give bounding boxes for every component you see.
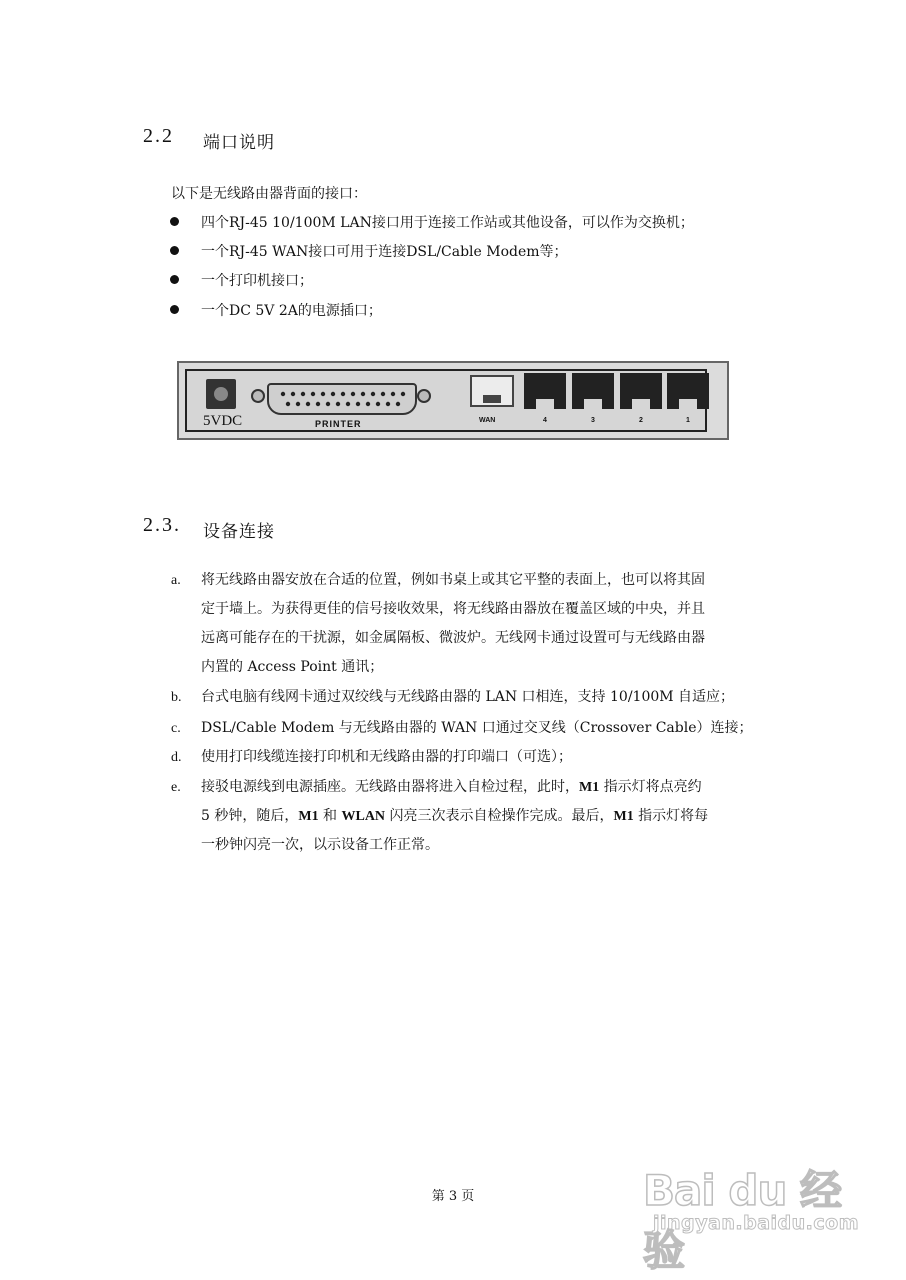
lan-port-1-icon	[667, 373, 709, 409]
printer-port-pins	[269, 385, 415, 413]
lan-port-3-icon	[572, 373, 614, 409]
item-a-line: 将无线路由器安放在合适的位置，例如书桌上或其它平整的表面上，也可以将其固	[201, 572, 705, 588]
watermark-brand: Bai du 经验	[643, 1166, 841, 1275]
watermark-url: jingyan.baidu.com	[653, 1212, 859, 1234]
item-b-text: 台式电脑有线网卡通过双绞线与无线路由器的 LAN 口相连，支持 10/100M 自适应；	[201, 689, 735, 705]
item-a-line: 内置的 Access Point 通讯；	[201, 659, 384, 675]
bullet-item: 四个RJ-45 10/100M LAN接口用于连接工作站或其他设备，可以作为交换机；	[201, 215, 694, 231]
bullet-item: 一个打印机接口；	[201, 273, 313, 289]
section-number: 2.3.	[143, 514, 181, 536]
item-e-text	[201, 773, 781, 860]
printer-port-icon	[267, 383, 417, 415]
lan-port-label: 3	[591, 417, 595, 424]
section-title: 设备连接	[203, 522, 275, 542]
item-letter: c.	[171, 721, 181, 736]
wan-port-label: WAN	[479, 417, 496, 424]
item-e-line: 接驳电源线到电源插座。无线路由器将进入自检过程，此时，M1 指示灯将点亮约	[201, 779, 702, 795]
item-letter: b.	[171, 690, 182, 705]
baidu-jingyan-watermark-logo	[643, 1156, 873, 1275]
lan-port-label: 2	[639, 417, 643, 424]
bullet-dot	[170, 275, 179, 284]
item-a-line: 远离可能存在的干扰源，如金属隔板、微波炉。无线网卡通过设置可与无线路由器	[201, 630, 705, 646]
section-title: 端口说明	[203, 133, 275, 153]
router-back-panel-image	[177, 361, 729, 440]
item-d-text: 使用打印线缆连接打印机和无线路由器的打印端口（可选）；	[201, 749, 572, 765]
bullet-item: 一个RJ-45 WAN接口可用于连接DSL/Cable Modem等；	[201, 244, 568, 260]
power-label: 5VDC	[203, 413, 243, 429]
item-letter: e.	[171, 780, 181, 795]
bullet-dot	[170, 305, 179, 314]
bullet-dot	[170, 246, 179, 255]
section-number: 2.2	[143, 125, 174, 147]
bullet-dot	[170, 217, 179, 226]
lan-port-4-icon	[524, 373, 566, 409]
panel-frame	[185, 369, 707, 432]
wan-port-icon	[470, 375, 514, 407]
item-a-text	[201, 566, 781, 682]
item-c-text: DSL/Cable Modem 与无线路由器的 WAN 口通过交叉线（Crossover Cable）连接；	[201, 720, 753, 736]
item-e-line: 5 秒钟，随后，M1 和 WLAN 闪亮三次表示自检操作完成。最后，M1 指示灯将每	[201, 808, 709, 824]
item-a-line: 定于墙上。为获得更佳的信号接收效果，将无线路由器放在覆盖区域的中央，并且	[201, 601, 705, 617]
lan-port-label: 1	[686, 417, 690, 424]
item-letter: a.	[171, 573, 181, 588]
screw-icon	[251, 389, 265, 403]
power-jack-icon	[206, 379, 236, 409]
screw-icon	[417, 389, 431, 403]
item-e-line: 一秒钟闪亮一次，以示设备工作正常。	[201, 837, 439, 853]
printer-label: PRINTER	[315, 419, 362, 429]
page-number: 第 3 页	[431, 1189, 475, 1204]
intro-text: 以下是无线路由器背面的接口：	[171, 186, 367, 202]
bullet-item: 一个DC 5V 2A的电源插口；	[201, 303, 382, 319]
lan-port-2-icon	[620, 373, 662, 409]
item-letter: d.	[171, 750, 182, 765]
lan-port-label: 4	[543, 417, 547, 424]
